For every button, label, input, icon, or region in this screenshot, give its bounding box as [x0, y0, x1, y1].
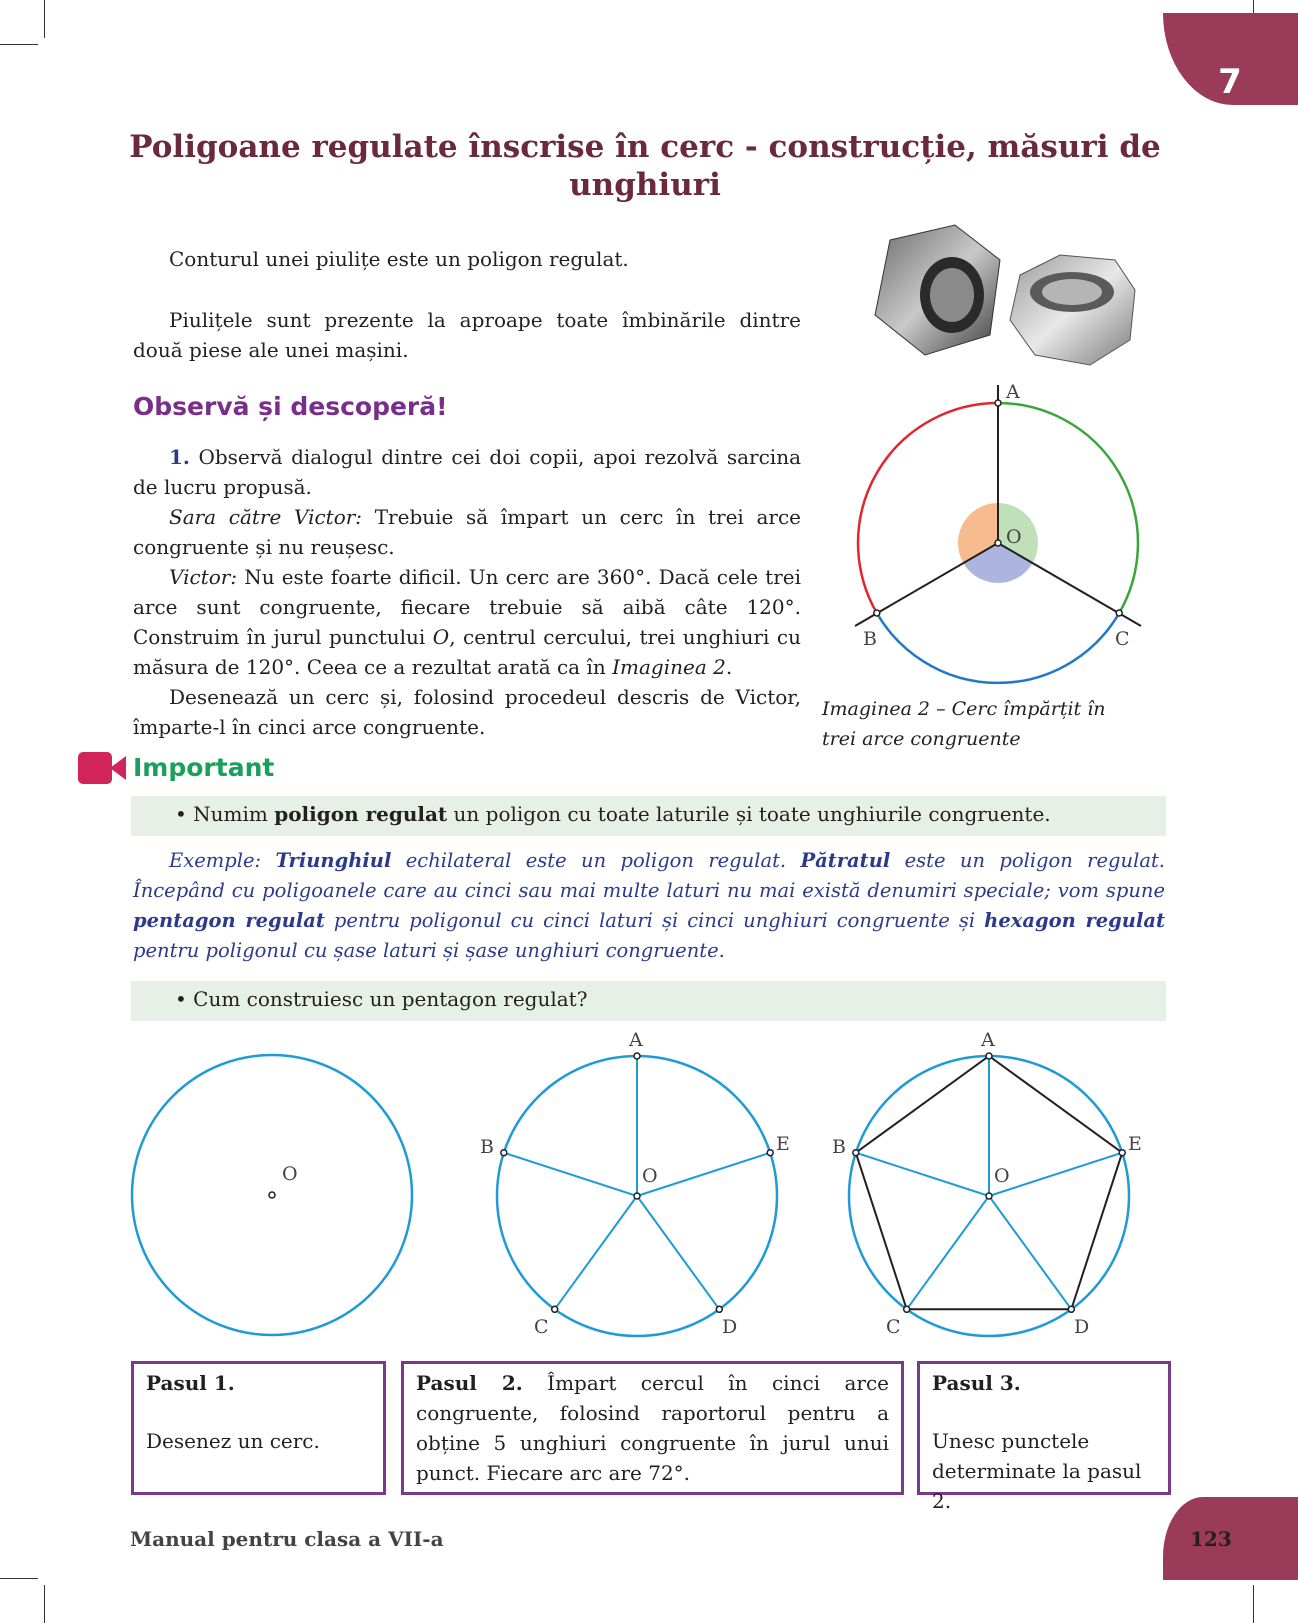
label-a: A	[981, 1029, 995, 1051]
exercise-text: Desenează un cerc și, folosind procedeul descris de Victor, împarte-l în cinci arce congruente.	[133, 685, 801, 739]
step-2-text: Împart cercul în cinci arce congruente, folosind raportorul pentru a obține 5 unghiuri congruente în jurul unui punct. Fiecare arc are 72°.	[416, 1371, 889, 1485]
caption-line-1: Imaginea 2 – Cerc împărțit în	[822, 698, 1106, 720]
step-3-text: Unesc punctele determinate la pasul 2.	[932, 1429, 1142, 1513]
examples-text-4: pentru poligonul cu șase laturi și șase unghiuri congruente.	[133, 939, 725, 962]
page-number: 123	[1190, 1527, 1232, 1551]
step-3-box	[917, 1361, 1171, 1513]
figure-three-arcs	[835, 380, 1155, 695]
point-o	[995, 540, 1001, 546]
point-b	[874, 610, 880, 616]
hex-nuts-photo	[860, 220, 1150, 380]
intro-paragraph-1: Conturul unei piulițe este un poligon regulat.	[169, 247, 629, 271]
arc-green	[998, 403, 1138, 613]
step-1-title: Pasul 1.	[146, 1371, 235, 1395]
examples-paragraph	[133, 846, 1165, 966]
point-c	[552, 1306, 558, 1312]
arc-red	[858, 403, 998, 613]
chapter-number: 7	[1218, 62, 1242, 102]
label-c: C	[534, 1316, 549, 1338]
label-c: C	[886, 1316, 901, 1338]
label-b: B	[832, 1136, 846, 1158]
point-o	[269, 1192, 275, 1198]
question-label: Cum construiesc un pentagon regulat?	[193, 987, 588, 1011]
victor-text-1: Nu este foarte dificil. Un cerc are 360°. Dacă cele trei arce sunt congruente, fiecare trebuie să aibă câte 120°. Construim în jurul punctului	[133, 565, 801, 649]
victor-point: O	[432, 625, 450, 649]
point-e	[767, 1150, 773, 1156]
figure-caption	[822, 694, 1106, 754]
point-b	[853, 1150, 859, 1156]
label-d: D	[1074, 1316, 1090, 1338]
crop-mark	[44, 0, 45, 38]
arc-blue	[877, 613, 1119, 683]
point-c	[904, 1306, 910, 1312]
task-number: 1.	[169, 445, 190, 469]
crop-mark	[1253, 1585, 1254, 1623]
label-a: A	[629, 1029, 643, 1051]
label-o: O	[1006, 526, 1022, 548]
step-3-title: Pasul 3.	[932, 1371, 1021, 1395]
point-a	[995, 400, 1001, 406]
step-1-text: Desenez un cerc.	[146, 1429, 320, 1453]
point-o	[986, 1193, 992, 1199]
crop-mark	[0, 44, 38, 45]
radius-oc	[907, 1196, 989, 1309]
caption-line-2: trei arce congruente	[822, 728, 1021, 750]
examples-text-2: este un poligon regulat. Începând cu poligoanele care au cinci sau mai multe laturi nu mai există denumiri speciale; vom spune	[133, 849, 1165, 902]
label-e: E	[776, 1133, 790, 1155]
question-text	[175, 987, 587, 1011]
keyword-patratul: Pătratul	[800, 849, 891, 872]
victor-text-2: , centrul cercului, trei unghiuri cu măsura de 120°. Ceea ce a rezultat arată ca în	[133, 625, 802, 679]
observe-heading: Observă și descoperă!	[133, 392, 448, 421]
observe-text	[133, 442, 801, 742]
label-o: O	[282, 1163, 298, 1185]
label-o: O	[642, 1165, 658, 1187]
bullet: •	[175, 987, 194, 1011]
figure-step-3	[820, 1025, 1150, 1345]
victor-text-3: .	[725, 655, 733, 679]
label-d: D	[722, 1316, 738, 1338]
examples-label: Exemple:	[169, 849, 262, 872]
definition-bold: poligon regulat	[274, 802, 448, 826]
point-a	[634, 1053, 640, 1059]
crop-mark	[0, 1578, 38, 1579]
keyword-triunghiul: Triunghiul	[275, 849, 392, 872]
examples-text-3: pentru poligonul cu cinci laturi și cinci unghiuri congruente și	[324, 909, 985, 932]
examples-text-1: echilateral este un poligon regulat.	[391, 849, 801, 872]
book-title: Manual pentru clasa a VII-a	[130, 1527, 444, 1551]
radius-oc	[555, 1196, 637, 1309]
victor-ref: Imaginea 2	[612, 655, 726, 679]
nut-right-thread	[1042, 279, 1102, 305]
label-a: A	[1006, 381, 1020, 403]
point-d	[716, 1306, 722, 1312]
crop-mark	[44, 1585, 45, 1623]
step-2-title: Pasul 2.	[416, 1371, 523, 1395]
important-icon	[78, 752, 126, 784]
figure-step-1	[125, 1045, 425, 1345]
point-o	[634, 1193, 640, 1199]
sara-text: Trebuie să împart un cerc în trei arce congruente și nu reușesc.	[133, 505, 801, 559]
keyword-pentagon: pentagon regulat	[133, 909, 325, 932]
victor-label: Victor:	[169, 565, 238, 589]
step-1-box	[131, 1361, 386, 1495]
important-heading: Important	[133, 753, 275, 782]
radius-ob	[504, 1153, 637, 1196]
radius-od	[637, 1196, 719, 1309]
label-b: B	[480, 1136, 494, 1158]
label-e: E	[1128, 1133, 1142, 1155]
task-text: Observă dialogul dintre cei doi copii, apoi rezolvă sarcina de lucru propusă.	[133, 445, 801, 499]
page-title: Poligoane regulate înscrise în cerc - construcție, măsuri de unghiuri	[129, 129, 1161, 203]
label-o: O	[994, 1165, 1010, 1187]
point-b	[501, 1150, 507, 1156]
radius-ob	[856, 1153, 989, 1196]
sara-label: Sara către Victor:	[169, 505, 363, 529]
bullet: •	[175, 802, 194, 826]
radius-od	[989, 1196, 1071, 1309]
definition-pre: Numim	[193, 802, 275, 826]
nut-left-thread	[930, 268, 974, 322]
step-2-box	[401, 1361, 904, 1495]
keyword-hexagon: hexagon regulat	[984, 909, 1166, 932]
definition-text	[175, 802, 1051, 826]
point-d	[1068, 1306, 1074, 1312]
label-c: C	[1115, 628, 1130, 650]
point-c	[1116, 610, 1122, 616]
intro-paragraph-2: Piulițele sunt prezente la aproape toate îmbinările dintre două piese ale unei mașini.	[133, 308, 801, 362]
point-a	[986, 1053, 992, 1059]
figure-step-2	[470, 1025, 800, 1345]
label-b: B	[863, 628, 877, 650]
definition-post: un poligon cu toate laturile și toate unghiurile congruente.	[447, 802, 1051, 826]
point-e	[1119, 1150, 1125, 1156]
